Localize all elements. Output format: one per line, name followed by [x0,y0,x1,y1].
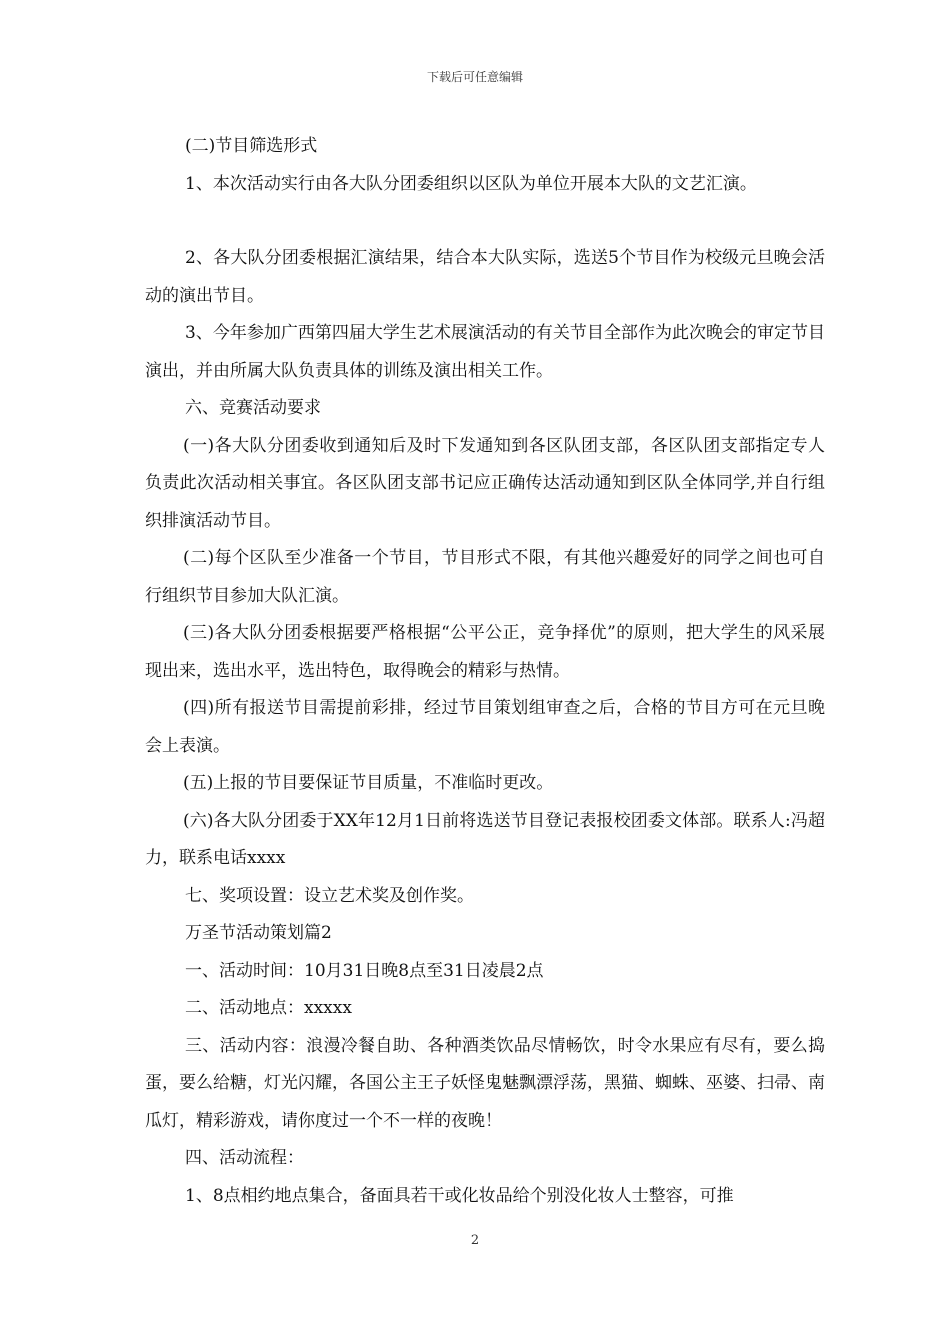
paragraph: (五)上报的节目要保证节目质量，不准临时更改。 [183,773,554,793]
section-heading: (二)节目筛选形式 [185,136,318,156]
section-heading: 四、活动流程： [185,1148,304,1168]
page-header: 下载后可任意编辑 [426,70,523,84]
paragraph: 1、8点相约地点集合，备面具若干或化妆品给个别没化妆人士整容，可推 [185,1185,734,1206]
document-body [145,128,825,1215]
page-number: 2 [470,1233,480,1248]
paragraph: 一、活动时间：10月31日晚8点至31日凌晨2点 [185,960,544,981]
section-heading: 六、竞赛活动要求 [185,398,321,418]
paragraph: (二)每个区队至少准备一个节目，节目形式不限，有其他兴趣爱好的同学之间也可自行组织节目参加大队汇演。 [145,548,825,606]
section-heading: 七、奖项设置：设立艺术奖及创作奖。 [185,885,474,906]
paragraph: 1、本次活动实行由各大队分团委组织以区队为单位开展本大队的文艺汇演。 [185,173,757,194]
paragraph: (六)各大队分团委于XX年12月1日前将选送节目登记表报校团委文体部。联系人:冯超力，联系电话xxxx [145,810,825,868]
paragraph: (一)各大队分团委收到通知后及时下发通知到各区队团支部，各区队团支部指定专人负责此次活动相关事宜。各区队团支部书记应正确传达活动通知到区队全体同学,并自行组织排演活动节目。 [145,435,825,531]
paragraph: (三)各大队分团委根据要严格根据“公平公正，竞争择优”的原则，把大学生的风采展现出来，选出水平，选出特色，取得晚会的精彩与热情。 [145,623,825,681]
paragraph: 2、各大队分团委根据汇演结果，结合本大队实际，选送5个节目作为校级元旦晚会活动的演出节目。 [145,248,825,306]
paragraph: 二、活动地点：xxxxx [185,998,352,1018]
paragraph: 三、活动内容：浪漫冷餐自助、各种酒类饮品尽情畅饮，时令水果应有尽有，要么捣蛋，要么给糖，灯光闪耀，各国公主王子妖怪鬼魅飘漂浮荡，黑猫、蜘蛛、巫婆、扫帚、南瓜灯，精彩游戏，请你度过一个不一样的夜晚！ [145,1035,825,1131]
paragraph: 3、今年参加广西第四届大学生艺术展演活动的有关节目全部作为此次晚会的审定节目演出，并由所属大队负责具体的训练及演出相关工作。 [145,323,825,381]
article-title: 万圣节活动策划篇2 [185,923,332,943]
blank-line [145,203,825,240]
paragraph: (四)所有报送节目需提前彩排，经过节目策划组审查之后，合格的节目方可在元旦晚会上表演。 [145,698,825,756]
